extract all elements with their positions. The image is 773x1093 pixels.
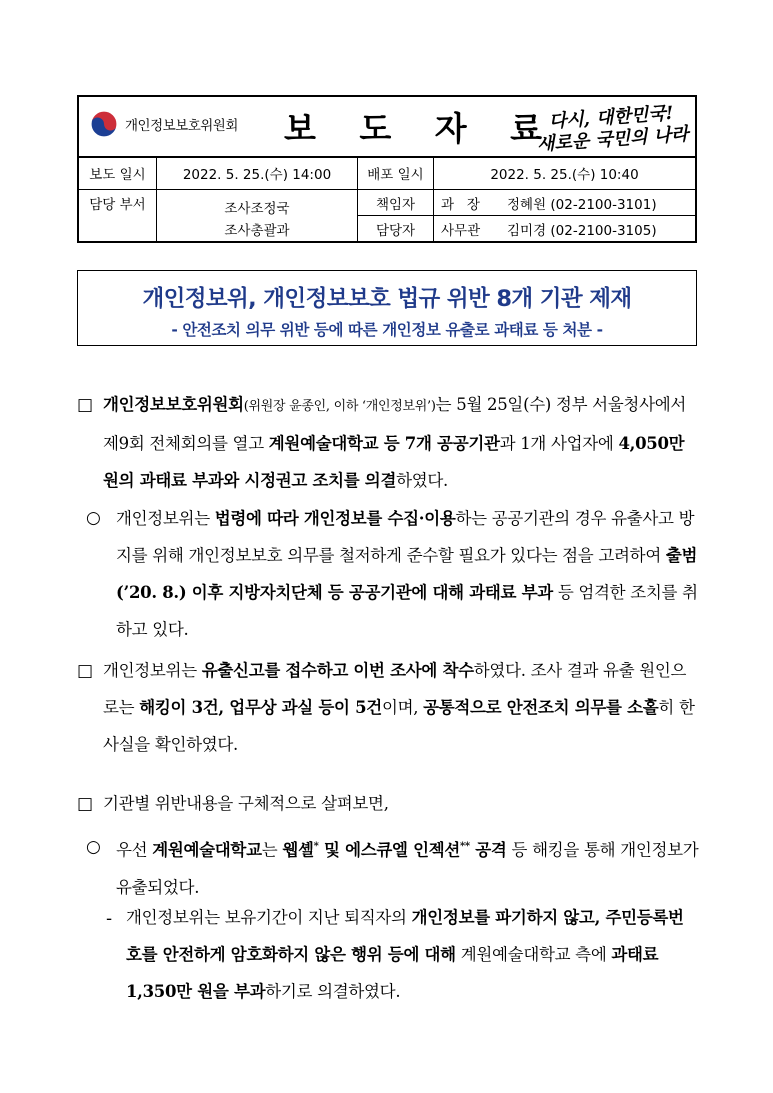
slogan-line: 새로운 국민의 나라 bbox=[536, 123, 690, 156]
department-line: 조사조정국 bbox=[224, 201, 290, 217]
text-run: 4,050만 원의 과태료 부과와 시정권고 조치를 의결 bbox=[103, 434, 685, 490]
text-run: 웹셸 bbox=[282, 840, 314, 860]
text-run: (위원장 윤종인, 이하 ‘개인정보위’) bbox=[243, 399, 436, 414]
text-run: 과태료 1,350만 원을 부과 bbox=[126, 945, 659, 1001]
sub-headline: - 안전조치 의무 위반 등에 따른 개인정보 유출로 과태료 등 처분 - bbox=[171, 321, 603, 339]
text-run: 히 한 사실을 확인하였다. bbox=[103, 698, 695, 754]
text-run: 는 bbox=[261, 840, 283, 860]
text-run: 는 5월 25일(수) 정부 서울청사에서 제9회 전체회의를 열고 bbox=[103, 395, 686, 453]
text-run: 유출신고를 접수하고 이번 조사에 착수 bbox=[201, 661, 474, 680]
text-run: 법령에 따라 개인정보를 수집·이용 bbox=[214, 509, 456, 528]
text-run: 개인정보보호위원회 bbox=[103, 395, 244, 414]
text-run: 계원예술대학교 등 7개 공공기관 bbox=[268, 434, 500, 453]
footnote-marker: * bbox=[313, 841, 319, 852]
paragraph bbox=[116, 828, 699, 906]
text-run: 등 엄격한 조치를 취하고 있다. bbox=[116, 583, 698, 639]
text-run: 해킹이 3건, 업무상 과실 등이 5건 bbox=[139, 698, 382, 717]
distribution-time-label: 배포 일시 bbox=[367, 167, 424, 183]
circle-bullet-icon: ○ bbox=[86, 508, 101, 528]
text-run: 계원예술대학교 측에 bbox=[455, 945, 612, 964]
contact-label: 담당자 bbox=[375, 222, 416, 239]
text-run: 출범(’20. 8.) 이후 지방자치단체 등 공공기관에 대해 과태료 부과 bbox=[116, 546, 698, 602]
text-run: 등 해킹을 통해 개인정보가 유출되었다. bbox=[116, 840, 699, 897]
agency-logo bbox=[89, 109, 238, 139]
footnote-marker: ** bbox=[459, 841, 470, 852]
headline: 개인정보위, 개인정보보호 법규 위반 8개 기관 제재 bbox=[142, 286, 632, 312]
text-run: 개인정보위는 bbox=[116, 509, 215, 528]
text-run: 하였다. 조사 결과 유출 원인으로는 bbox=[103, 661, 687, 717]
text-run: 하기로 의결하였다. bbox=[265, 982, 401, 1001]
text-run: 공통적으로 안전조치 의무를 소홀 bbox=[423, 698, 659, 717]
agency-name: 개인정보보호위원회 bbox=[125, 118, 238, 134]
release-time-label: 보도 일시 bbox=[89, 167, 146, 183]
responsible-label: 책임자 bbox=[375, 196, 416, 213]
text-run: 기관별 위반내용을 구체적으로 살펴보면, bbox=[103, 794, 389, 813]
paragraph bbox=[116, 500, 699, 648]
text-run: 에스큐엘 인젝션 bbox=[345, 840, 460, 860]
paragraph bbox=[103, 785, 698, 822]
press-header-table bbox=[77, 95, 697, 243]
box-bullet-icon: □ bbox=[77, 794, 94, 814]
headline-box bbox=[77, 270, 697, 346]
text-run: 및 bbox=[318, 840, 346, 860]
department-label: 담당 부서 bbox=[89, 196, 146, 213]
distribution-time-value: 2022. 5. 25.(수) 10:40 bbox=[490, 167, 639, 183]
contact-title: 사무관 bbox=[441, 222, 481, 239]
box-bullet-icon: □ bbox=[77, 661, 94, 681]
slogan-line: 다시, 대한민국! bbox=[548, 102, 675, 133]
paragraph bbox=[103, 386, 698, 499]
text-run: 과 1개 사업자에 bbox=[499, 434, 619, 453]
text-run: 우선 bbox=[116, 840, 153, 860]
responsible-title: 과 장 bbox=[441, 196, 480, 213]
paragraph bbox=[126, 899, 699, 1010]
text-run: 하는 공공기관의 경우 유출사고 방지를 위해 개인정보보호 의무를 철저하게 준수할 필요가 있다는 점을 고려하여 bbox=[116, 509, 695, 565]
text-run: 개인정보를 파기하지 않고, 주민등록번호를 안전하게 암호화하지 않은 행위 등에 대해 bbox=[126, 908, 684, 964]
release-time-value: 2022. 5. 25.(수) 14:00 bbox=[182, 167, 332, 183]
text-run: 공격 bbox=[469, 840, 507, 860]
taegeuk-emblem-icon bbox=[89, 109, 119, 139]
press-release-title: 보 도 자 료 bbox=[284, 109, 558, 148]
dash-bullet-icon: - bbox=[106, 909, 113, 929]
box-bullet-icon: □ bbox=[77, 395, 94, 415]
text-run: 하였다. bbox=[396, 471, 448, 490]
text-run: 개인정보위는 bbox=[103, 661, 202, 680]
circle-bullet-icon: ○ bbox=[86, 837, 101, 857]
department-line: 조사총괄과 bbox=[224, 223, 290, 239]
text-run: 계원예술대학교 bbox=[152, 840, 262, 860]
text-run: 이며, bbox=[381, 698, 424, 717]
responsible-name: 정혜원 (02-2100-3101) bbox=[507, 196, 657, 213]
text-run: 개인정보위는 보유기간이 지난 퇴직자의 bbox=[126, 908, 412, 927]
paragraph bbox=[103, 652, 698, 763]
contact-name: 김미경 (02-2100-3105) bbox=[507, 222, 657, 239]
